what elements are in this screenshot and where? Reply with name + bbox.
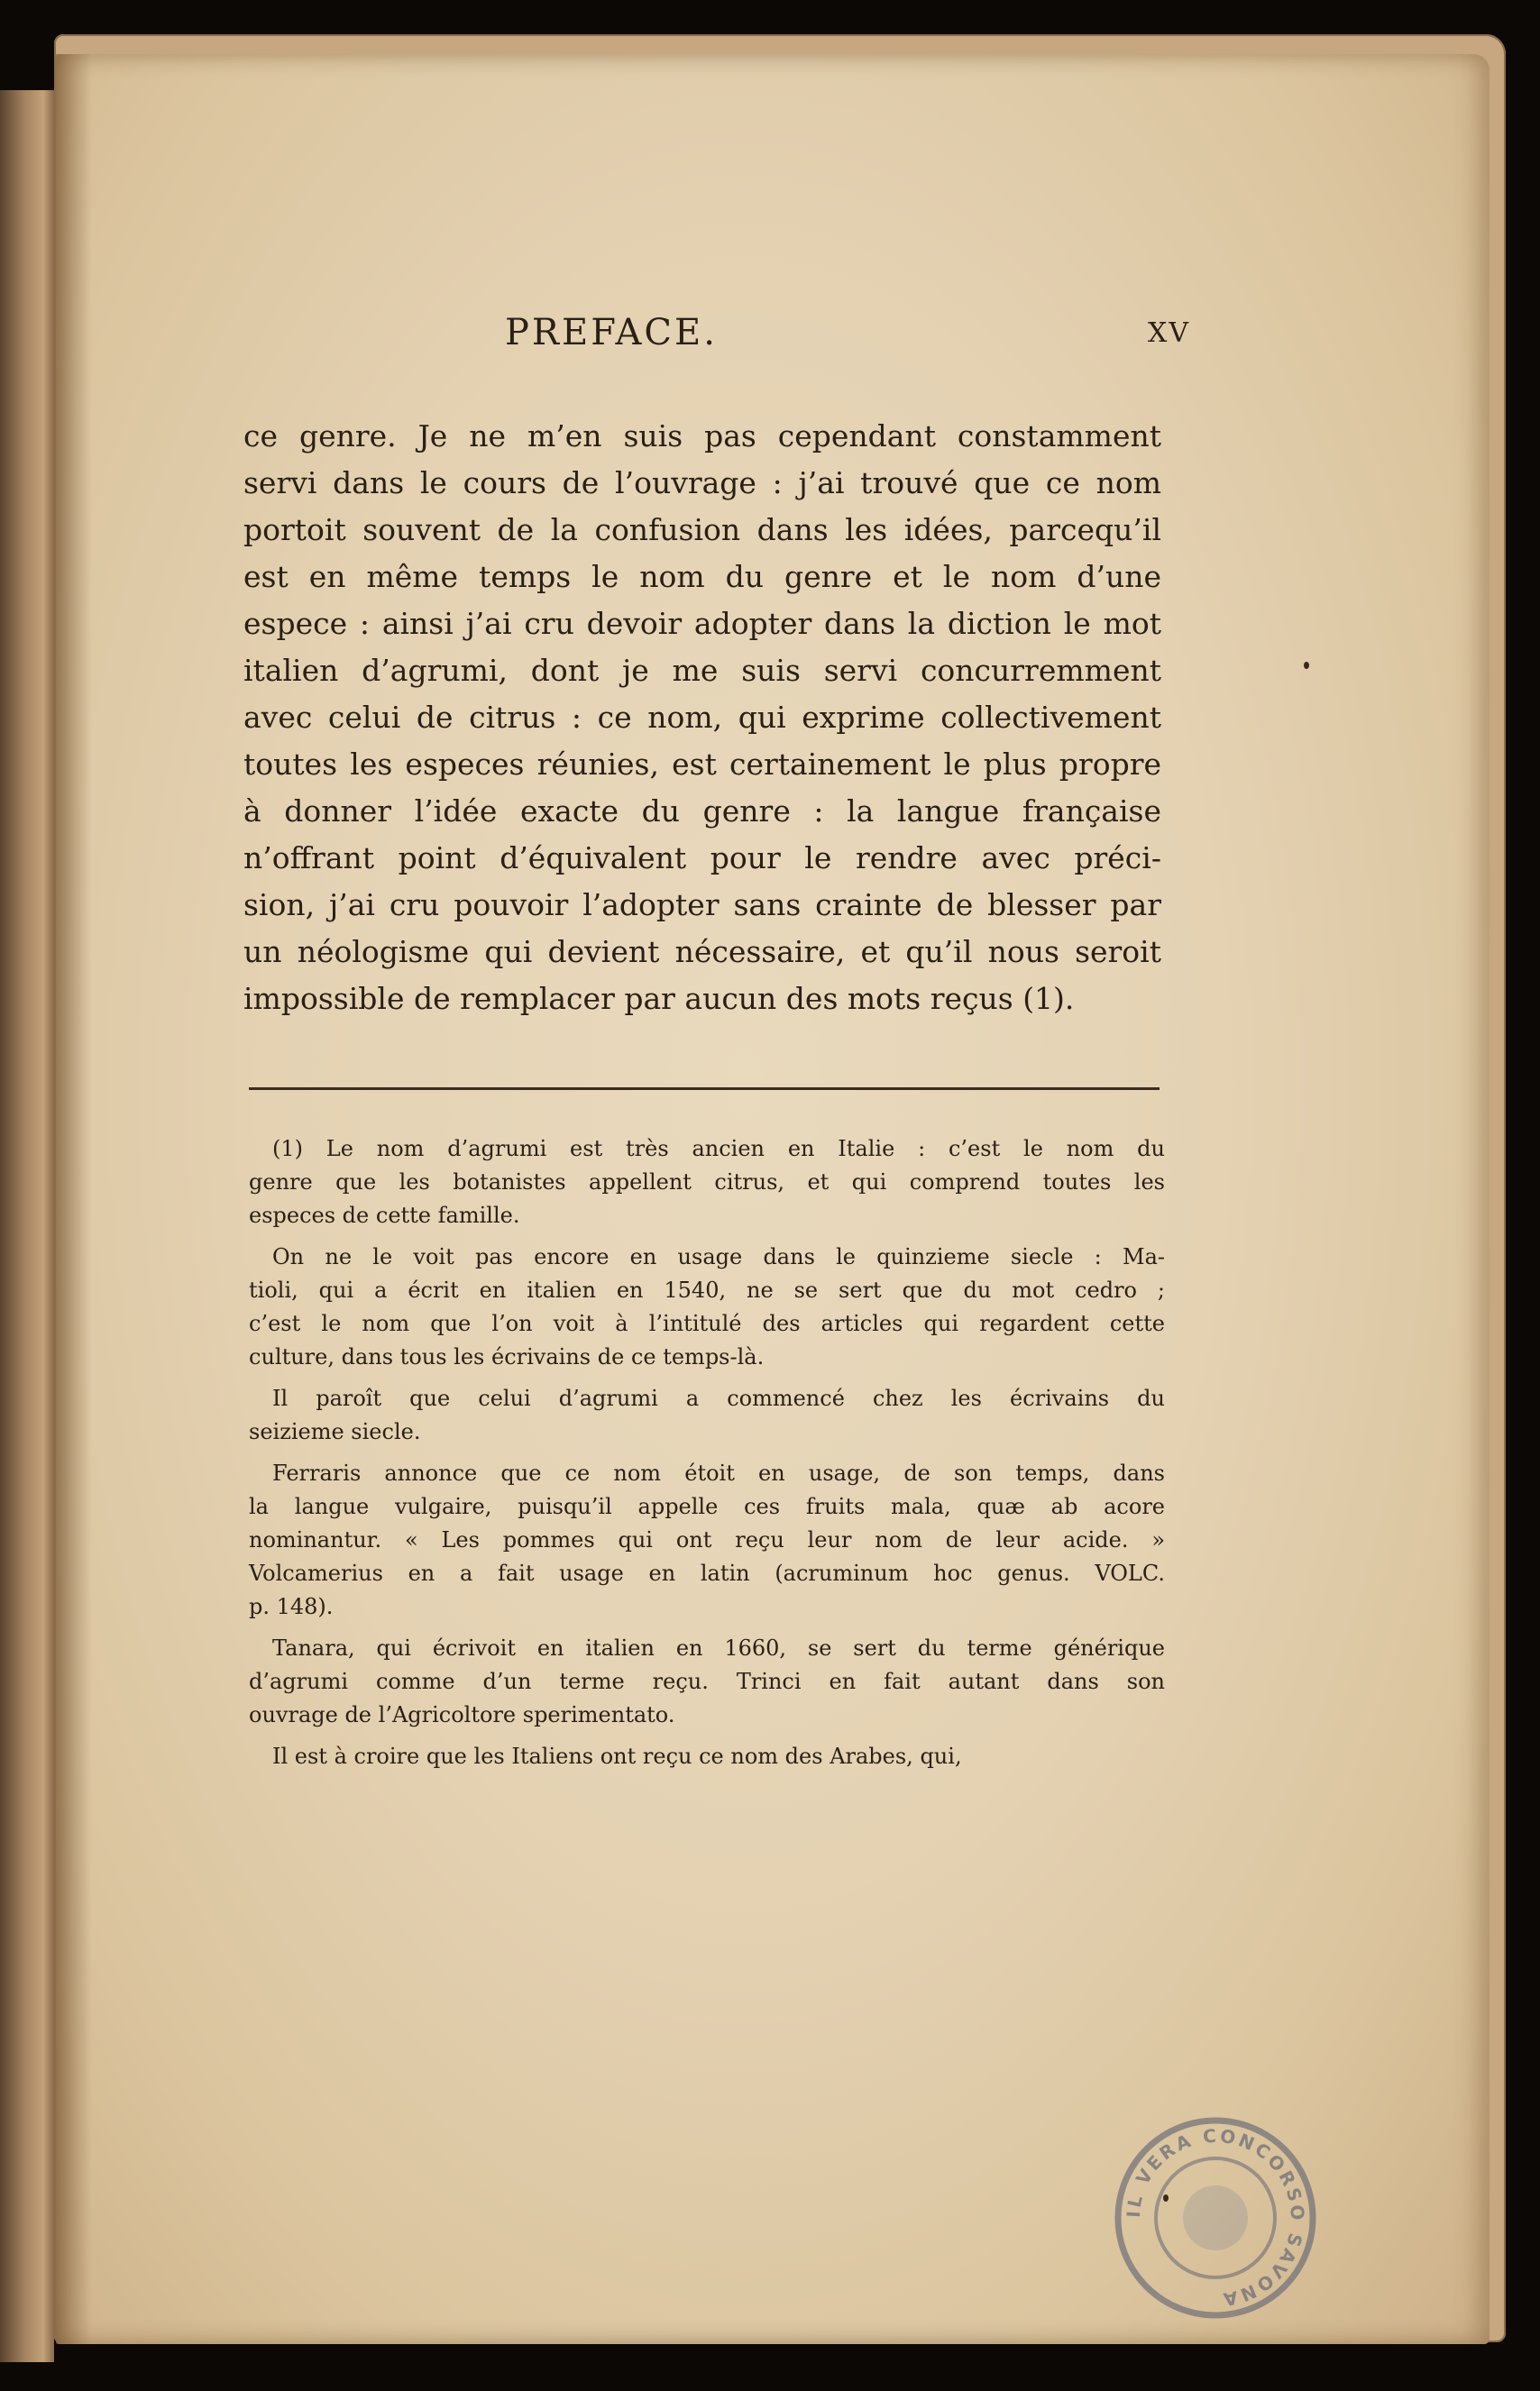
footnote-line: culture, dans tous les écrivains de ce temps-là.	[249, 1344, 765, 1370]
ink-speck	[1163, 2194, 1169, 2202]
body-line: avec celui de citrus : ce nom, qui exprime collectivement	[243, 700, 1161, 735]
ink-speck	[1304, 662, 1309, 669]
body-line: servi dans le cours de l’ouvrage : j’ai trouvé que ce nom	[243, 465, 1161, 500]
body-line: un néologisme qui devient nécessaire, et qu’il nous seroit	[243, 934, 1161, 969]
body-line: impossible de remplacer par aucun des mots reçus (1).	[243, 981, 1075, 1016]
footnote-line: p. 148).	[249, 1594, 334, 1619]
footnote-line: c’est le nom que l’on voit à l’intitulé des articles qui regardent cette	[249, 1311, 1165, 1336]
body-line: toutes les especes réunies, est certainement le plus propre	[243, 747, 1161, 782]
footnote-line: Il est à croire que les Italiens ont reçu ce nom des Arabes, qui,	[272, 1744, 962, 1769]
footnote-line: Volcamerius en a fait usage en latin (acruminum hoc genus. VOLC.	[249, 1561, 1165, 1586]
body-line: à donner l’idée exacte du genre : la langue française	[243, 793, 1161, 829]
stamp-ring-text: IL VERA CONCORSO SAVONA	[1122, 2124, 1309, 2312]
footnote-paragraph	[249, 1632, 1165, 1732]
footnote-line: nominantur. « Les pommes qui ont reçu leur nom de leur acide. »	[249, 1527, 1165, 1553]
footnote-line: d’agrumi comme d’un terme reçu. Trinci en fait autant dans son	[249, 1669, 1165, 1694]
body-line: sion, j’ai cru pouvoir l’adopter sans crainte de blesser par	[243, 887, 1161, 922]
footnote-paragraph	[249, 1241, 1165, 1374]
body-line: italien d’agrumi, dont je me suis servi concurremment	[243, 653, 1161, 688]
library-stamp	[1107, 2110, 1324, 2326]
running-title: PREFACE.	[505, 312, 718, 353]
footnote-line: tioli, qui a écrit en italien en 1540, ne se sert que du mot cedro ;	[249, 1278, 1165, 1303]
footnote-line: (1) Le nom d’agrumi est très ancien en Italie : c’est le nom du	[272, 1136, 1165, 1161]
footnote	[249, 1132, 1165, 1782]
body-line: est en même temps le nom du genre et le nom d’une	[243, 559, 1161, 594]
footnote-line: Tanara, qui écrivoit en italien en 1660, se sert du terme générique	[272, 1635, 1165, 1661]
body-text	[243, 413, 1161, 1022]
footnote-line: Ferraris annonce que ce nom étoit en usage, de son temps, dans	[272, 1461, 1165, 1486]
footnote-line: la langue vulgaire, puisqu’il appelle ces fruits mala, quæ ab acore	[249, 1494, 1165, 1519]
footnote-paragraph	[249, 1132, 1165, 1232]
facing-page-edge	[0, 90, 54, 2362]
page-header	[505, 312, 1190, 375]
footnote-rule	[249, 1087, 1160, 1090]
body-line: ce genre. Je ne m’en suis pas cependant constamment	[243, 418, 1161, 453]
gutter-shadow	[56, 54, 92, 2344]
footnote-paragraph	[249, 1382, 1165, 1449]
footnote-line: Il paroît que celui d’agrumi a commencé chez les écrivains du	[272, 1386, 1165, 1411]
footnote-line: especes de cette famille.	[249, 1203, 520, 1228]
footnote-line: genre que les botanistes appellent citrus, et qui comprend toutes les	[249, 1169, 1165, 1195]
page-number: XV	[1147, 317, 1190, 349]
body-line: espece : ainsi j’ai cru devoir adopter dans la diction le mot	[243, 606, 1161, 641]
footnote-paragraph	[249, 1457, 1165, 1624]
body-line: portoit souvent de la confusion dans les idées, parcequ’il	[243, 512, 1161, 547]
footnote-line: seizieme siecle.	[249, 1419, 421, 1444]
footnote-line: On ne le voit pas encore en usage dans le quinzieme siecle : Ma-	[272, 1244, 1165, 1269]
footnote-line: ouvrage de l’Agricoltore sperimentato.	[249, 1702, 675, 1727]
footnote-paragraph	[249, 1740, 1165, 1773]
body-line: n’offrant point d’équivalent pour le rendre avec préci-	[243, 840, 1161, 875]
